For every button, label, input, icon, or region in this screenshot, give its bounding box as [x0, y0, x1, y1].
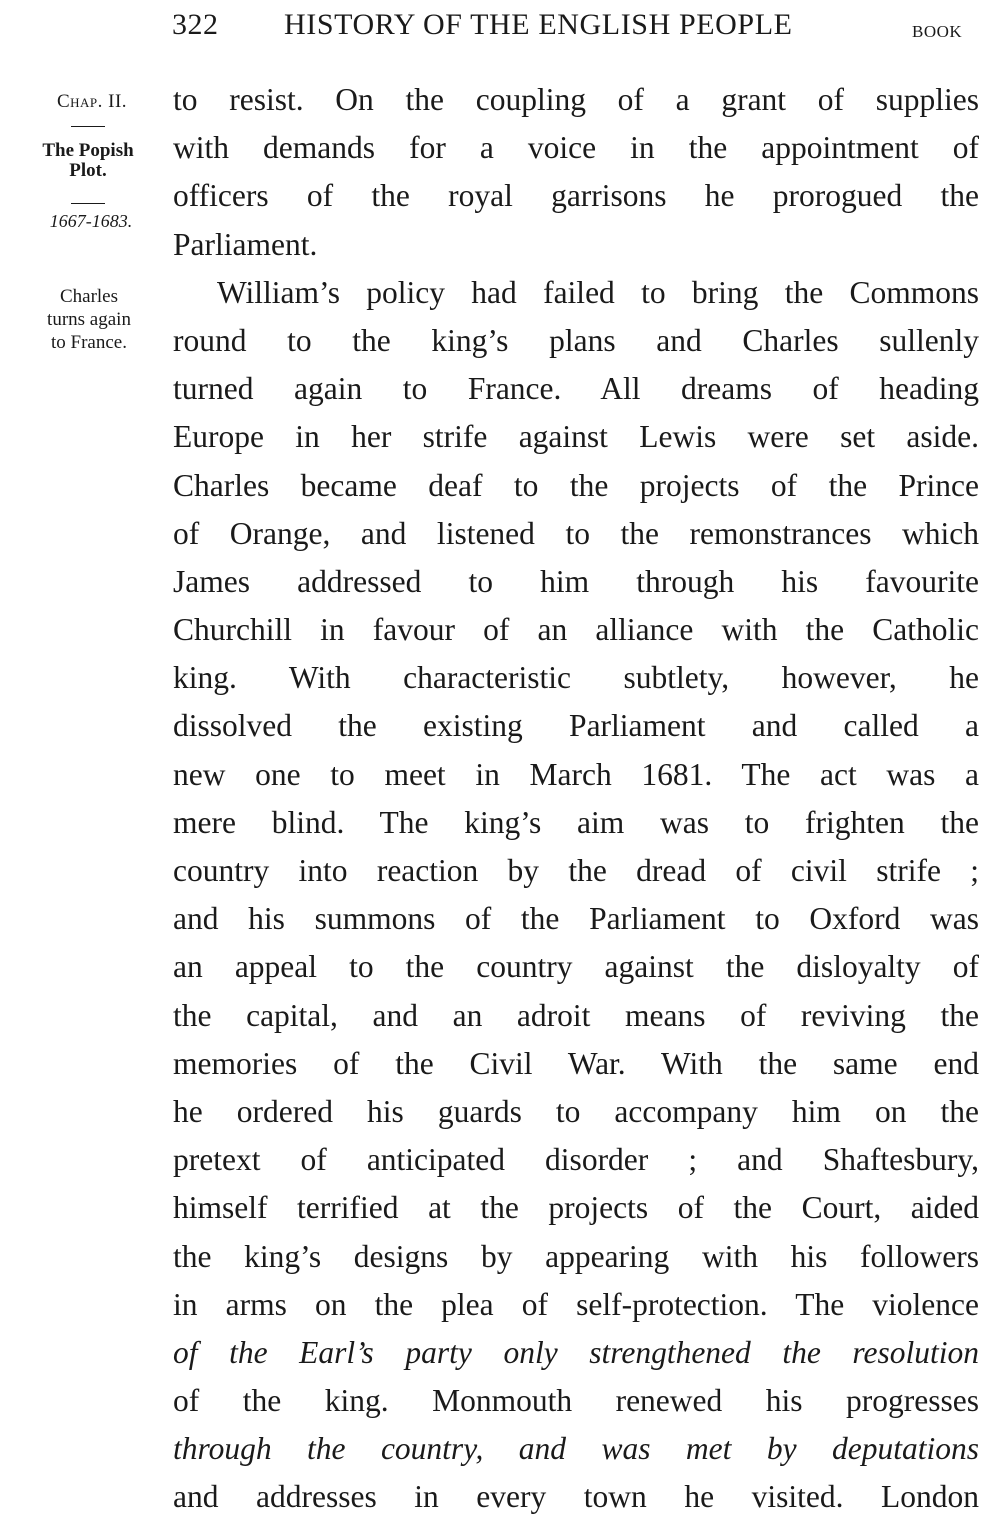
text-line: new one to meet in March 1681. The act was a: [173, 756, 979, 792]
text-line: memories of the Civil War. With the same end: [173, 1045, 979, 1081]
text-line: country into reaction by the dread of civil strife ;: [173, 853, 979, 888]
text-line: the capital, and an adroit means of reviving the: [173, 997, 979, 1033]
text-line: officers of the royal garrisons he prorogued the: [173, 178, 979, 214]
text-line: dissolved the existing Parliament and called a: [173, 708, 979, 744]
text-line: with demands for a voice in the appointment of: [173, 130, 979, 166]
margin-divider: [71, 126, 105, 127]
text-line: James addressed to him through his favourite: [173, 563, 979, 599]
text-line: of Orange, and listened to the remonstrances which: [173, 515, 979, 551]
text-line: he ordered his guards to accompany him on the: [173, 1093, 979, 1129]
text-line: of the Earl’s party only strengthened the resolution: [173, 1334, 979, 1370]
text-line: in arms on the plea of self-protection. The violence: [173, 1286, 979, 1322]
text-line: himself terrified at the projects of the Court, aided: [173, 1190, 979, 1226]
margin-divider: [71, 203, 105, 204]
text-line: of the king. Monmouth renewed his progresses: [173, 1383, 979, 1419]
text-line: and addresses in every town he visited. London: [173, 1479, 979, 1515]
chapter-label: Chap. II.: [56, 91, 128, 112]
text-line: William’s policy had failed to bring the Commons: [217, 274, 979, 310]
running-book-label: BOOK: [912, 22, 963, 41]
chapter-dates: 1667-1683.: [49, 211, 133, 231]
text-line: mere blind. The king’s aim was to frighten the: [173, 804, 979, 840]
text-line: king. With characteristic subtlety, however, he: [173, 660, 979, 696]
text-line: Charles became deaf to the projects of the Prince: [173, 467, 979, 503]
text-line: Parliament.: [173, 226, 318, 262]
text-line: Churchill in favour of an alliance with the Catholic: [173, 612, 979, 648]
text-line: turned again to France. All dreams of heading: [173, 371, 979, 407]
page-number: 322: [172, 8, 219, 41]
text-line: pretext of anticipated disorder ; and Shaftesbury,: [173, 1142, 979, 1178]
text-line: through the country, and was met by deputations: [173, 1431, 979, 1467]
running-title: HISTORY OF THE ENGLISH PEOPLE: [284, 8, 793, 41]
text-line: the king’s designs by appearing with his followers: [173, 1238, 979, 1274]
text-line: an appeal to the country against the disloyalty of: [173, 949, 979, 985]
body-text: [173, 76, 979, 1522]
chapter-topic: The Popish Plot.: [42, 140, 134, 181]
text-line: round to the king’s plans and Charles sullenly: [173, 322, 979, 358]
text-line: to resist. On the coupling of a grant of supplies: [173, 82, 979, 117]
side-note: Charles turns again to France.: [47, 286, 131, 353]
text-line: and his summons of the Parliament to Oxford was: [173, 901, 979, 937]
text-line: Europe in her strife against Lewis were set aside.: [173, 419, 979, 455]
